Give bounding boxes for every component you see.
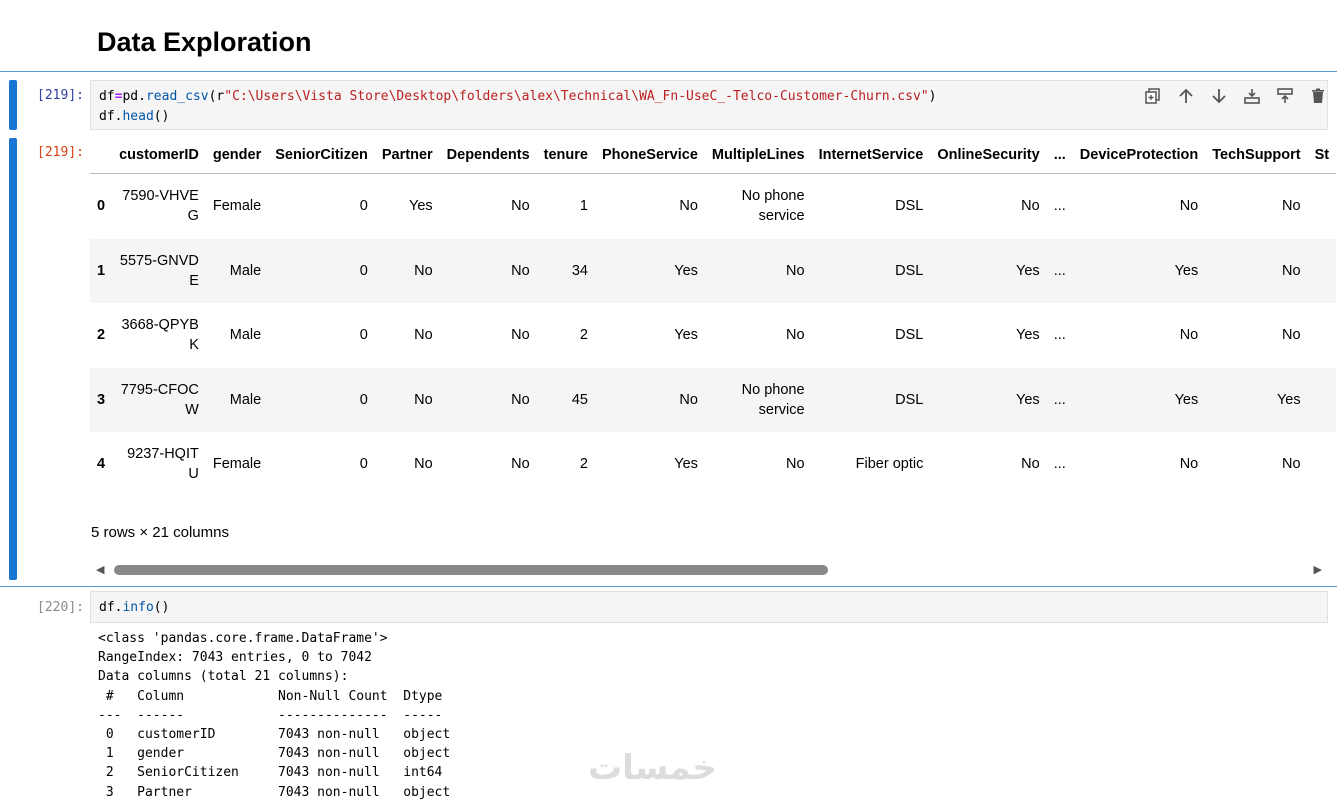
table-cell: Female: [212, 198, 262, 215]
table-cell: 45: [537, 368, 595, 433]
table-cell: Yes: [1205, 368, 1307, 433]
table-cell: ...: [1047, 368, 1073, 433]
table-cell: No: [511, 327, 530, 344]
output-prompt: [219]:: [37, 145, 84, 160]
code-editor[interactable]: [90, 591, 1328, 623]
table-cell: 3668-QPYBK: [121, 317, 199, 354]
table-cell: 2: [579, 327, 588, 344]
code-token: ): [928, 89, 937, 104]
table-cell: Yes: [930, 239, 1046, 304]
table-cell: DSL: [895, 198, 924, 215]
table-cell: 9237-HQITU: [127, 446, 199, 483]
table-cell: Female: [212, 456, 262, 473]
table-cell: No: [440, 368, 537, 433]
table-cell: No: [595, 368, 705, 433]
column-header: DeviceProtection: [1073, 137, 1205, 174]
cell-output-collapser[interactable]: [9, 138, 17, 580]
table-row: [90, 174, 1336, 239]
table-cell: [1308, 432, 1337, 497]
table-cell: ...: [1053, 456, 1066, 473]
table-cell: No: [414, 327, 433, 344]
table-cell: 1: [579, 198, 588, 215]
code-string: "C:\Users\Vista Store\Desktop\folders\alex\Technical\WA_Fn-UseC_-Telco-Customer-Churn.csv": [224, 89, 929, 104]
table-cell: No: [679, 198, 698, 215]
table-row: [90, 303, 1336, 368]
table-cell: Yes: [1016, 327, 1040, 344]
table-cell: Yes: [1073, 239, 1205, 304]
code-token: =: [114, 89, 123, 104]
table-cell: DSL: [812, 239, 931, 304]
code-token: df.: [99, 109, 123, 124]
cell-toolbar: [1136, 86, 1334, 106]
table-cell: No: [1282, 327, 1301, 344]
column-header: OnlineSecurity: [930, 137, 1046, 174]
row-index: 2: [97, 327, 106, 344]
scroll-right-arrow-icon[interactable]: ▶: [1313, 564, 1322, 576]
table-cell: No: [705, 239, 812, 304]
table-cell: [1308, 174, 1337, 239]
table-cell: No: [1179, 198, 1199, 215]
row-index: 1: [90, 239, 112, 304]
table-cell: DSL: [895, 327, 924, 344]
column-header: customerID: [112, 137, 206, 174]
column-header: MultipleLines: [705, 137, 812, 174]
table-cell: [1308, 239, 1337, 304]
table-cell: DSL: [812, 368, 931, 433]
code-token: df: [99, 89, 115, 104]
duplicate-icon[interactable]: [1136, 86, 1169, 106]
column-header: PhoneService: [595, 137, 705, 174]
table-cell: No: [1021, 456, 1040, 473]
table-cell: ...: [1047, 239, 1073, 304]
table-cell: No: [1179, 327, 1199, 344]
code-token: info: [122, 600, 154, 615]
dataframe-table: [90, 137, 1336, 497]
table-cell: No: [375, 368, 440, 433]
active-cell-bottom-border: [0, 586, 1337, 587]
code-token: (): [153, 109, 170, 124]
code-token: read_csv: [145, 89, 209, 104]
scrollbar-thumb[interactable]: [114, 565, 828, 575]
table-cell: 0: [268, 239, 375, 304]
table-cell: Yes: [674, 456, 698, 473]
code-token: (r: [208, 89, 225, 104]
index-header: [90, 137, 112, 174]
table-cell: Yes: [1073, 368, 1205, 433]
table-cell: Fiber optic: [855, 456, 924, 473]
column-header: gender: [206, 137, 268, 174]
table-cell: No: [1021, 198, 1040, 215]
table-cell: ...: [1053, 327, 1066, 344]
code-token: pd.: [122, 89, 146, 104]
table-cell: [1308, 303, 1337, 368]
table-cell: Yes: [595, 239, 705, 304]
info-output: <class 'pandas.core.frame.DataFrame'> RangeIndex: 7043 entries, 0 to 7042 Data columns (total 21 columns): # Column Non-Null Count Dtype --- ------ -------------- ----- 0 customerID 7043 non-null object 1 gender 7043 non-null object 2 SeniorCitizen 7043 non-null int64 3 Partner 7043 non-null object: [98, 631, 451, 800]
table-cell: 0: [268, 368, 375, 433]
column-header: SeniorCitizen: [268, 137, 375, 174]
table-cell: No: [375, 239, 440, 304]
table-header-row: [90, 137, 1336, 174]
row-index: 3: [90, 368, 112, 433]
table-cell: No: [1205, 239, 1307, 304]
table-cell: 7795-CFOCW: [112, 368, 206, 433]
table-cell: No: [1179, 456, 1199, 473]
column-header: TechSupport: [1205, 137, 1307, 174]
input-prompt: [220]:: [37, 600, 84, 615]
table-cell: 34: [537, 239, 595, 304]
table-cell: Male: [206, 368, 268, 433]
watermark-logo: خمسات: [588, 749, 717, 787]
code-token: df.: [99, 600, 123, 615]
table-cell: No: [786, 456, 805, 473]
table-row: [90, 239, 1336, 304]
table-cell: No: [1282, 456, 1301, 473]
table-cell: 7590-VHVEG: [122, 188, 199, 225]
active-cell-top-border: [0, 71, 1337, 72]
move-down-icon[interactable]: [1202, 86, 1235, 106]
table-cell: No: [511, 198, 530, 215]
table-cell: ...: [1053, 198, 1066, 215]
row-index: 4: [97, 456, 106, 473]
table-cell: 2: [579, 456, 588, 473]
table-cell: Yes: [674, 327, 698, 344]
table-cell: 5575-GNVDE: [112, 239, 206, 304]
table-row: [90, 368, 1336, 433]
table-cell: Yes: [409, 198, 433, 215]
column-header: Dependents: [440, 137, 537, 174]
scroll-left-arrow-icon[interactable]: ◀: [96, 564, 105, 576]
table-cell: [1308, 368, 1337, 433]
table-cell: No: [511, 456, 530, 473]
table-cell: No: [786, 327, 805, 344]
horizontal-scrollbar[interactable]: [90, 562, 1328, 578]
table-cell: No: [1282, 198, 1301, 215]
table-row: [90, 432, 1336, 497]
row-index: 0: [97, 198, 106, 215]
table-cell: 0: [359, 198, 368, 215]
table-cell: 0: [359, 456, 368, 473]
section-heading: Data Exploration: [97, 27, 312, 57]
table-cell: No: [440, 239, 537, 304]
column-header: ...: [1047, 137, 1073, 174]
code-token: (): [153, 600, 170, 615]
column-header: tenure: [537, 137, 595, 174]
column-header: Partner: [375, 137, 440, 174]
insert-above-icon[interactable]: [1235, 86, 1268, 106]
table-cell: Male: [229, 327, 262, 344]
move-up-icon[interactable]: [1169, 86, 1202, 106]
column-header: InternetService: [812, 137, 931, 174]
cell-input-collapser[interactable]: [9, 80, 17, 130]
table-cell: No: [414, 456, 433, 473]
table-cell: 0: [359, 327, 368, 344]
table-cell: No phone service: [741, 188, 805, 225]
code-token: head: [122, 109, 154, 124]
delete-icon[interactable]: [1301, 86, 1334, 106]
input-prompt: [219]:: [37, 88, 84, 103]
table-cell: No phone service: [705, 368, 812, 433]
row-count-summary: 5 rows × 21 columns: [91, 524, 229, 541]
column-header: St: [1308, 137, 1337, 174]
insert-below-icon[interactable]: [1268, 86, 1301, 106]
table-cell: Yes: [930, 368, 1046, 433]
table-cell: Male: [206, 239, 268, 304]
